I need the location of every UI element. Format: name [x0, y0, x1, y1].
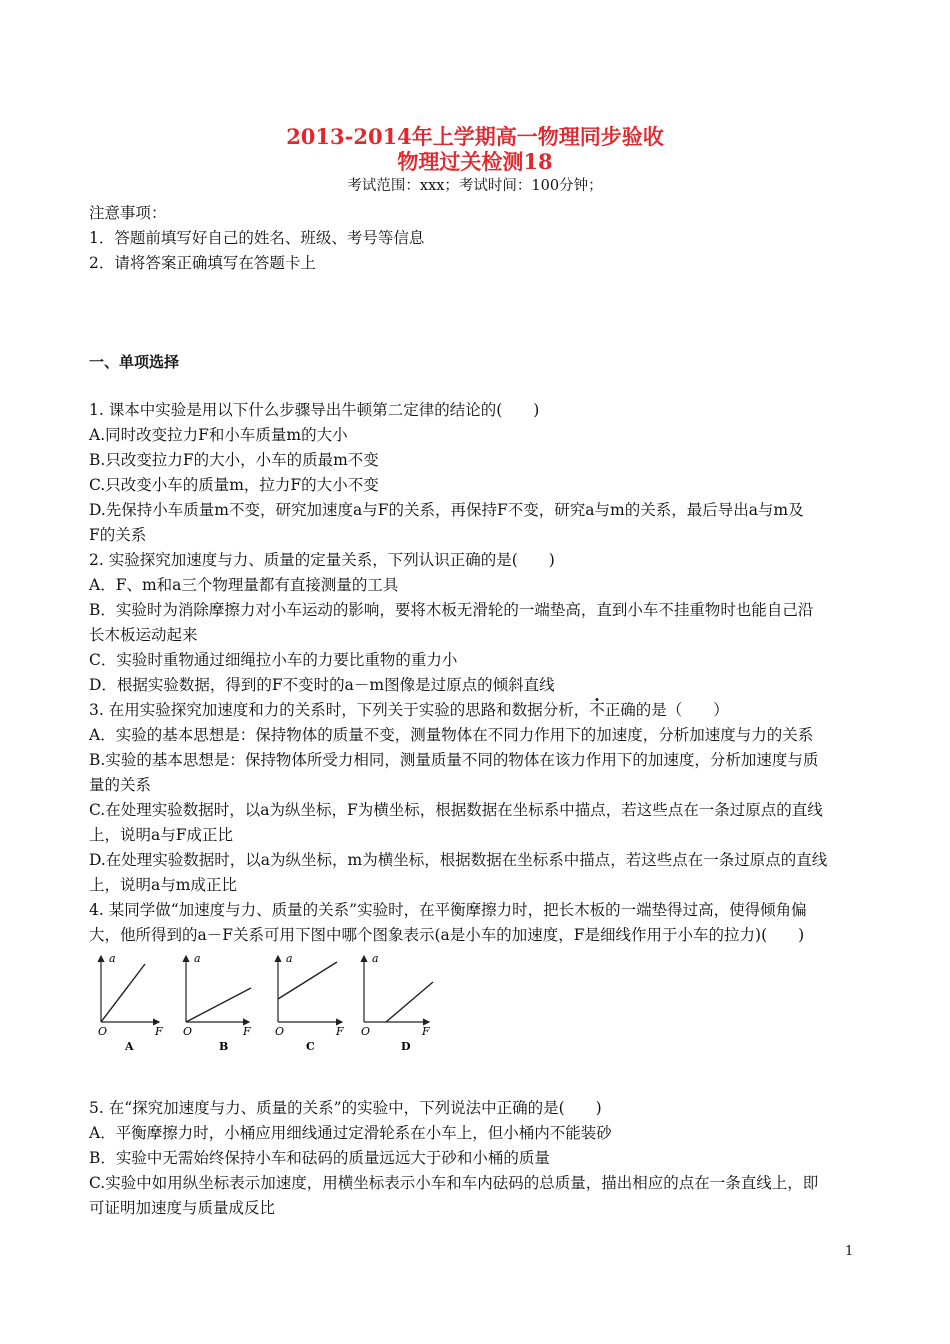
q2-stem: 2. 实验探究加速度与力、质量的定量关系，下列认识正确的是( )	[89, 551, 555, 569]
graph-d-origin: O	[361, 1025, 371, 1038]
graph-d-x-label: F	[422, 1025, 430, 1038]
notice-item-1: 1．答题前填写好自己的姓名、班级、考号等信息	[89, 229, 425, 247]
section-heading: 一、单项选择	[89, 353, 180, 371]
notice-heading: 注意事项：	[89, 204, 167, 222]
graph-c-x-label: F	[336, 1025, 344, 1038]
q4-stem-line2: 大，他所得到的a－F关系可用下图中哪个图象表示(a是小车的加速度，F是细线作用于小车的拉力)( )	[89, 926, 805, 944]
q5-option-c-line2: 可证明加速度与质量成反比	[89, 1199, 276, 1217]
graph-b-line	[186, 988, 251, 1022]
q1-option-d-line1: D.先保持小车质量m不变，研究加速度a与F的关系，再保持F不变，研究a与m的关系，最后导出a与m及	[89, 501, 804, 519]
q5-stem: 5. 在“探究加速度与力、质量的关系”的实验中，下列说法中正确的是( )	[89, 1099, 602, 1117]
graph-d-line	[386, 982, 433, 1022]
q3-option-b-line1: B.实验的基本思想是：保持物体所受力相同，测量质量不同的物体在该力作用下的加速度，分析加速度与质	[89, 751, 819, 769]
q2-option-b-line1: B．实验时为消除摩擦力对小车运动的影响，要将木板无滑轮的一端垫高，直到小车不挂重物时也能自己沿	[89, 601, 814, 619]
graph-a-x-label: F	[155, 1025, 163, 1038]
q3-stem-part2: 正确的是（ ）	[604, 701, 729, 719]
q2-option-a: A．F、m和a三个物理量都有直接测量的工具	[89, 576, 399, 594]
graph-a-line	[101, 964, 145, 1022]
q5-option-a: A．平衡摩擦力时，小桶应用细线通过定滑轮系在小车上，但小桶内不能装砂	[89, 1124, 612, 1142]
graph-a	[98, 952, 163, 1053]
graph-b-label: B	[219, 1040, 229, 1053]
graph-b	[183, 952, 251, 1053]
title-line-2: 物理过关检测18	[397, 149, 553, 174]
graph-a-y-label: a	[109, 952, 116, 965]
q4-stem-line1: 4. 某同学做“加速度与力、质量的关系”实验时，在平衡摩擦力时，把长木板的一端垫得过高，使得倾角偏	[89, 901, 807, 919]
q1-option-a: A.同时改变拉力F和小车质量m的大小	[89, 426, 348, 444]
graph-a-label: A	[125, 1040, 134, 1053]
exam-info: 考试范围：xxx；考试时间：100分钟；	[347, 178, 603, 194]
graph-b-origin: O	[183, 1025, 193, 1038]
title-line-1: 2013-2014年上学期高一物理同步验收	[286, 124, 664, 149]
graph-b-x-label: F	[243, 1025, 251, 1038]
q1-stem: 1. 课本中实验是用以下什么步骤导出牛顿第二定律的结论的( )	[89, 401, 540, 419]
graph-c-label: C	[306, 1040, 315, 1053]
graph-c-origin: O	[275, 1025, 285, 1038]
q3-option-b-line2: 量的关系	[89, 776, 152, 794]
graph-c-y-label: a	[286, 952, 293, 965]
notice-item-2: 2．请将答案正确填写在答题卡上	[89, 254, 316, 272]
graph-d-y-label: a	[372, 952, 379, 965]
q3-option-d-line1: D.在处理实验数据时，以a为纵坐标，m为横坐标，根据数据在坐标系中描点，若这些点在一条过原点的直线	[89, 851, 828, 869]
q3-stem-emphasis: 不	[589, 701, 605, 719]
graph-d-label: D	[401, 1040, 411, 1053]
q5-option-b: B．实验中无需始终保持小车和砝码的质量远远大于砂和小桶的质量	[89, 1149, 550, 1167]
q2-option-d: D．根据实验数据，得到的F不变时的a－m图像是过原点的倾斜直线	[89, 676, 555, 694]
q3-option-a: A．实验的基本思想是：保持物体的质量不变，测量物体在不同力作用下的加速度，分析加速度与力的关系	[89, 726, 814, 744]
q3-stem-part1: 3. 在用实验探究加速度和力的关系时，下列关于实验的思路和数据分析，	[89, 701, 590, 719]
q1-option-b: B.只改变拉力F的大小，小车的质最m不变	[89, 451, 379, 469]
q3-option-d-line2: 上，说明a与m成正比	[89, 876, 237, 894]
page-number: 1	[845, 1244, 854, 1259]
q4-graph-options	[89, 946, 469, 1058]
graph-c	[275, 952, 344, 1053]
graph-c-line	[278, 962, 337, 999]
q3-stem	[89, 699, 869, 721]
q1-option-c: C.只改变小车的质量m，拉力F的大小不变	[89, 476, 379, 494]
q5-option-c-line1: C.实验中如用纵坐标表示加速度，用横坐标表示小车和车内砝码的总质量，描出相应的点在一条直线上，即	[89, 1174, 819, 1192]
q1-option-d-line2: F的关系	[89, 526, 147, 544]
q3-option-c-line1: C.在处理实验数据时，以a为纵坐标，F为横坐标，根据数据在坐标系中描点，若这些点在一条过原点的直线	[89, 801, 823, 819]
graph-d	[361, 952, 433, 1053]
q3-option-c-line2: 上，说明a与F成正比	[89, 826, 233, 844]
q2-option-b-line2: 长木板运动起来	[89, 626, 198, 644]
graph-b-y-label: a	[194, 952, 201, 965]
q2-option-c: C．实验时重物通过细绳拉小车的力要比重物的重力小	[89, 651, 458, 669]
graph-a-origin: O	[98, 1025, 108, 1038]
